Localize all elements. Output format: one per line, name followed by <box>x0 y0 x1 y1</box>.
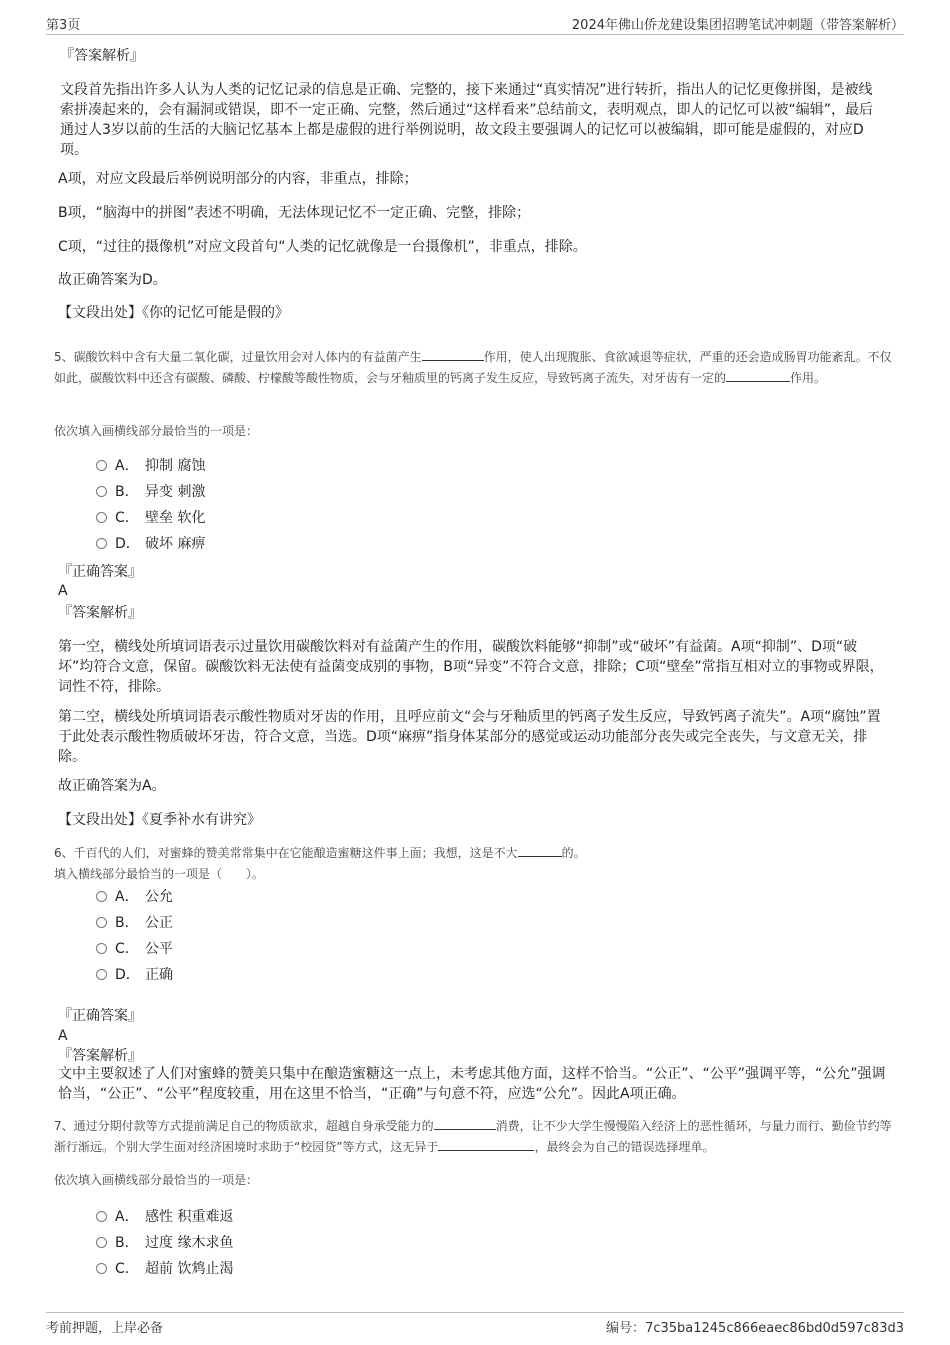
q5-analysis-heading: 『答案解析』 <box>58 605 142 621</box>
radio-icon[interactable] <box>96 486 107 497</box>
q6-option-b[interactable] <box>96 913 173 933</box>
option-letter: A． <box>115 889 139 905</box>
q6-answer: A <box>58 1028 68 1044</box>
option-text: 破坏 麻痹 <box>145 536 206 552</box>
q7-option-b[interactable] <box>96 1233 233 1253</box>
option-text: 过度 缘木求鱼 <box>145 1235 234 1251</box>
radio-icon[interactable] <box>96 1263 107 1274</box>
q5-option-c[interactable] <box>96 508 205 528</box>
answer-blank <box>726 369 790 382</box>
q4-analysis-option-a: A项，对应文段最后举例说明部分的内容，非重点，排除； <box>58 171 418 187</box>
answer-blank <box>434 1117 496 1130</box>
option-letter: B． <box>115 484 139 500</box>
q7-option-a[interactable] <box>96 1207 233 1227</box>
q4-conclusion: 故正确答案为D。 <box>58 272 167 288</box>
option-text: 抑制 腐蚀 <box>145 458 206 474</box>
q5-stem-part3: 作用。 <box>790 371 827 385</box>
q7-stem-part2: 消费，让不少大学生慢慢陷入经济上的恶性循环，与量力而行、勤俭节约等渐行渐远。个别大学生面对经济困境时求助于“校园贷”等方式，这无异于 <box>54 1119 892 1154</box>
document-title: 2024年佛山侨龙建设集团招聘笔试冲刺题（带答案解析） <box>571 18 904 33</box>
q5-prompt: 依次填入画横线部分最恰当的一项是： <box>54 424 259 438</box>
option-letter: C． <box>115 510 139 526</box>
q5-stem <box>54 347 896 389</box>
radio-icon[interactable] <box>96 538 107 549</box>
option-text: 壁垒 软化 <box>145 510 206 526</box>
radio-icon[interactable] <box>96 512 107 523</box>
footer-code-value: 7c35ba1245c866eaec86bd0d597c83d3 <box>645 1321 904 1336</box>
q6-stem <box>54 843 896 864</box>
option-letter: B． <box>115 915 139 931</box>
option-letter: C． <box>115 1261 139 1277</box>
source-title: 《夏季补水有讲究》 <box>142 812 261 828</box>
q7-stem-part3: ，最终会为自己的错误选择埋单。 <box>534 1140 715 1154</box>
q4-analysis-option-c: C项，“过往的摄像机”对应文段首句“人类的记忆就像是一台摄像机”，非重点，排除。 <box>58 239 587 255</box>
source-label: 【文段出处】 <box>58 812 142 828</box>
option-letter: C． <box>115 941 139 957</box>
q5-option-b[interactable] <box>96 482 205 502</box>
q5-analysis-paragraph-1: 第一空，横线处所填词语表示过量饮用碳酸饮料对有益菌产生的作用，碳酸饮料能够“抑制”或“破坏”有益菌。A项“抑制”、D项“破坏”均符合文意，保留。碳酸饮料无法使有益菌变成别的事物，B项“异变”不符合文意，排除；C项“壁垒”常指互相对立的事物或界限，词性不符，排除。 <box>58 639 884 695</box>
q6-answer-heading: 『正确答案』 <box>58 1008 142 1024</box>
option-letter: A． <box>115 1209 139 1225</box>
source-title: 《你的记忆可能是假的》 <box>142 305 289 321</box>
source-label: 【文段出处】 <box>58 305 142 321</box>
q6-option-c[interactable] <box>96 939 173 959</box>
q6-stem-part2: 的。 <box>561 846 586 860</box>
q5-answer-heading: 『正确答案』 <box>58 564 142 580</box>
radio-icon[interactable] <box>96 460 107 471</box>
q5-answer: A <box>58 583 68 599</box>
footer-code-label: 编号： <box>606 1321 646 1336</box>
q4-analysis-heading: 『答案解析』 <box>60 48 144 64</box>
option-text: 异变 刺激 <box>145 484 206 500</box>
radio-icon[interactable] <box>96 891 107 902</box>
q5-stem-part1: 5、碳酸饮料中含有大量二氧化碳，过量饮用会对人体内的有益菌产生 <box>54 350 422 364</box>
option-text: 正确 <box>145 967 173 983</box>
q5-conclusion: 故正确答案为A。 <box>58 778 166 794</box>
option-text: 公平 <box>145 941 173 957</box>
page-header <box>46 12 904 35</box>
q6-analysis-heading: 『答案解析』 <box>58 1048 142 1064</box>
q5-source <box>58 810 261 830</box>
q7-stem-part1: 7、通过分期付款等方式提前满足自己的物质欲求，超越自身承受能力的 <box>54 1119 434 1133</box>
q6-stem-part1: 6、千百代的人们，对蜜蜂的赞美常常集中在它能酿造蜜糖这件事上面；我想，这是不大 <box>54 846 518 860</box>
answer-blank <box>422 348 484 361</box>
footer-slogan: 考前押题，上岸必备 <box>46 1321 164 1336</box>
option-text: 公正 <box>145 915 173 931</box>
option-text: 超前 饮鸩止渴 <box>145 1261 234 1277</box>
option-text: 感性 积重难返 <box>145 1209 234 1225</box>
q7-stem <box>54 1116 896 1158</box>
q7-option-c[interactable] <box>96 1259 233 1279</box>
q6-option-d[interactable] <box>96 965 173 985</box>
answer-blank <box>518 844 562 857</box>
q7-prompt: 依次填入画横线部分最恰当的一项是： <box>54 1173 259 1187</box>
option-letter: D． <box>115 536 140 552</box>
q5-analysis-paragraph-2: 第二空，横线处所填词语表示酸性物质对牙齿的作用，且呼应前文“会与牙釉质里的钙离子发生反应，导致钙离子流失”。A项“腐蚀”置于此处表示酸性物质破坏牙齿，符合文意，当选。D项“麻痹”指身体某部分的感觉或运动功能部分丧失或完全丧失，与文意无关，排除。 <box>58 709 881 765</box>
q4-analysis-option-b: B项，“脑海中的拼图”表述不明确，无法体现记忆不一定正确、完整，排除； <box>58 205 531 221</box>
option-letter: B． <box>115 1235 139 1251</box>
radio-icon[interactable] <box>96 917 107 928</box>
q5-option-d[interactable] <box>96 534 205 554</box>
answer-blank <box>438 1138 534 1151</box>
radio-icon[interactable] <box>96 943 107 954</box>
page-footer <box>46 1312 904 1335</box>
radio-icon[interactable] <box>96 1237 107 1248</box>
q5-stem-part2: 作用，使人出现腹胀、食欲减退等症状，严重的还会造成肠胃功能紊乱。不仅如此，碳酸饮料中还含有碳酸、磷酸、柠檬酸等酸性物质，会与牙釉质里的钙离子发生反应，导致钙离子流失，对牙齿有一定的 <box>54 350 892 385</box>
q6-prompt: 填入横线部分最恰当的一项是（ ）。 <box>54 867 265 881</box>
footer-code <box>606 1317 904 1336</box>
q4-source <box>58 303 289 323</box>
option-letter: D． <box>115 967 140 983</box>
option-letter: A． <box>115 458 139 474</box>
q5-option-a[interactable] <box>96 456 205 476</box>
q6-option-a[interactable] <box>96 887 173 907</box>
radio-icon[interactable] <box>96 969 107 980</box>
q4-analysis-paragraph: 文段首先指出许多人认为人类的记忆记录的信息是正确、完整的，接下来通过“真实情况”进行转折，指出人的记忆更像拼图，是被线索拼凑起来的，会有漏洞或错误，即不一定正确、完整，然后通过“这样看来”总结前文，表明观点，即人的记忆可以被“编辑”，最后通过人3岁以前的生活的大脑记忆基本上都是虚假的进行举例说明，故文段主要强调人的记忆可以被编辑，即可能是虚假的，对应D项。 <box>60 82 874 158</box>
radio-icon[interactable] <box>96 1211 107 1222</box>
q6-analysis-paragraph: 文中主要叙述了人们对蜜蜂的赞美只集中在酿造蜜糖这一点上，未考虑其他方面，这样不恰当。“公正”、“公平”强调平等，“公允”强调恰当，“公正”、“公平”程度较重，用在这里不恰当，“正确”与句意不符，应选“公允”。因此A项正确。 <box>58 1066 886 1102</box>
option-text: 公允 <box>145 889 173 905</box>
page-number: 第3页 <box>46 18 81 33</box>
